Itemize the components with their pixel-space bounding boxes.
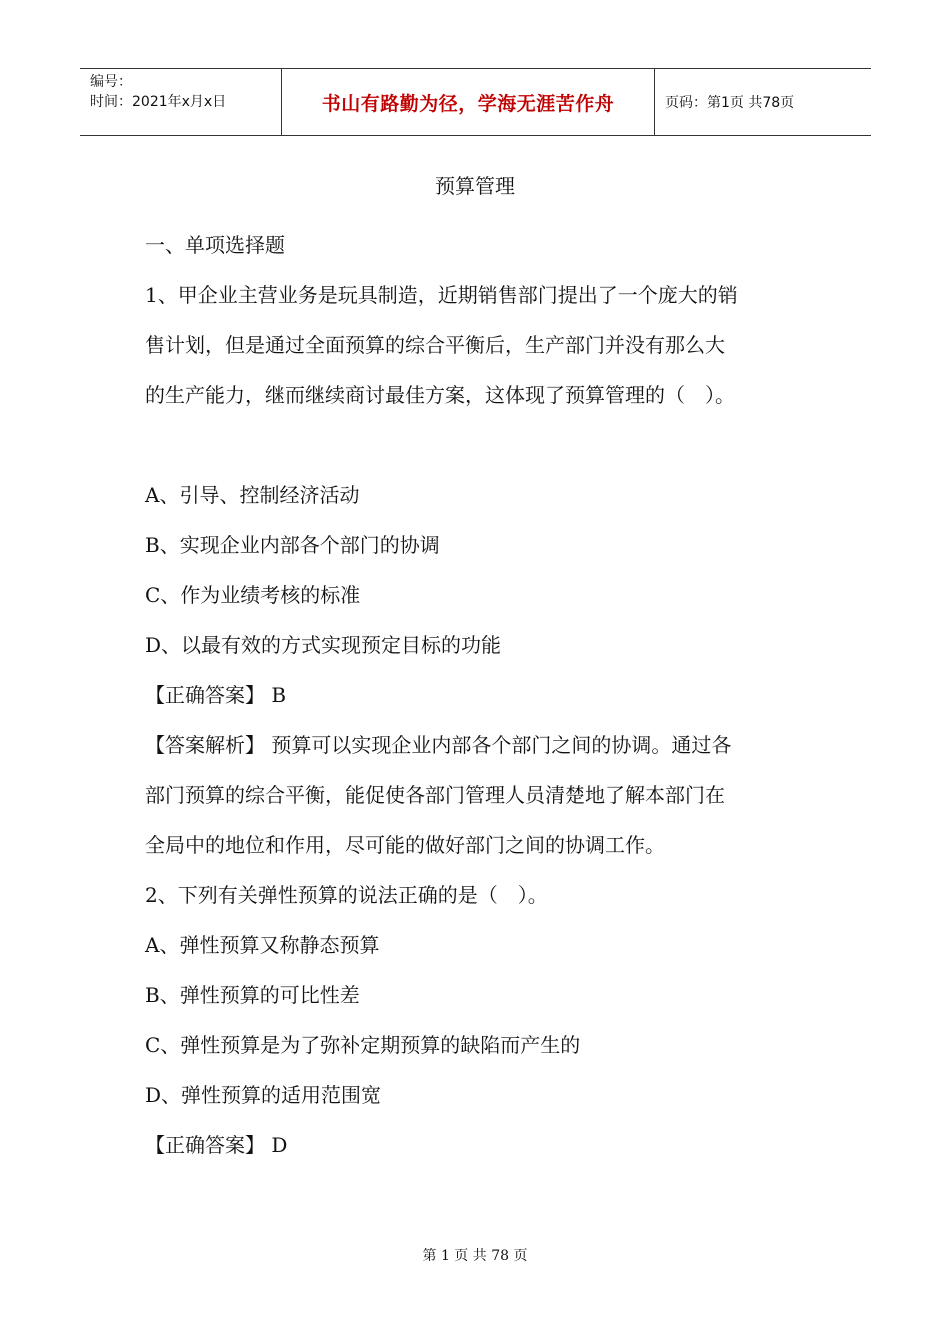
question-1-line-2: 售计划，但是通过全面预算的综合平衡后，生产部门并没有那么大 (145, 333, 725, 357)
question-1-option-c: C、作为业绩考核的标准 (145, 583, 361, 607)
header-motto: 书山有路勤为径，学海无涯苦作舟 (282, 69, 655, 135)
question-2-option-c: C、弹性预算是为了弥补定期预算的缺陷而产生的 (145, 1033, 581, 1057)
question-1-line-1: 1、甲企业主营业务是玩具制造，近期销售部门提出了一个庞大的销 (145, 283, 738, 307)
page-footer: 第 1 页 共 78 页 (422, 1248, 528, 1264)
question-2-option-a: A、弹性预算又称静态预算 (145, 933, 380, 957)
question-2-answer: 【正确答案】 D (145, 1133, 288, 1157)
question-1-option-a: A、引导、控制经济活动 (145, 483, 360, 507)
header-page-info: 页码：第1页 共78页 (665, 95, 795, 111)
document-number-label: 编号： (90, 74, 132, 90)
question-1-analysis-line-2: 部门预算的综合平衡，能促使各部门管理人员清楚地了解本部门在 (145, 783, 725, 807)
document-date-label: 时间：2021年x月x日 (90, 94, 227, 110)
header-table (80, 68, 871, 136)
question-1-analysis-line-1: 【答案解析】 预算可以实现企业内部各个部门之间的协调。通过各 (145, 733, 732, 757)
question-2-line-1: 2、下列有关弹性预算的说法正确的是（ ）。 (145, 883, 548, 907)
question-2-option-b: B、弹性预算的可比性差 (145, 983, 360, 1007)
question-2-option-d: D、弹性预算的适用范围宽 (145, 1083, 382, 1107)
question-1-option-b: B、实现企业内部各个部门的协调 (145, 533, 440, 557)
header-meta-cell (80, 69, 282, 135)
question-spacer (145, 420, 815, 470)
section-heading: 一、单项选择题 (145, 233, 285, 257)
question-1-answer: 【正确答案】 B (145, 683, 287, 707)
question-1-line-3: 的生产能力，继而继续商讨最佳方案，这体现了预算管理的（ ）。 (145, 383, 735, 407)
question-1-analysis-line-3: 全局中的地位和作用，尽可能的做好部门之间的协调工作。 (145, 833, 665, 857)
document-body (145, 220, 815, 1170)
question-1-option-d: D、以最有效的方式实现预定目标的功能 (145, 633, 502, 657)
document-title: 预算管理 (435, 174, 515, 198)
